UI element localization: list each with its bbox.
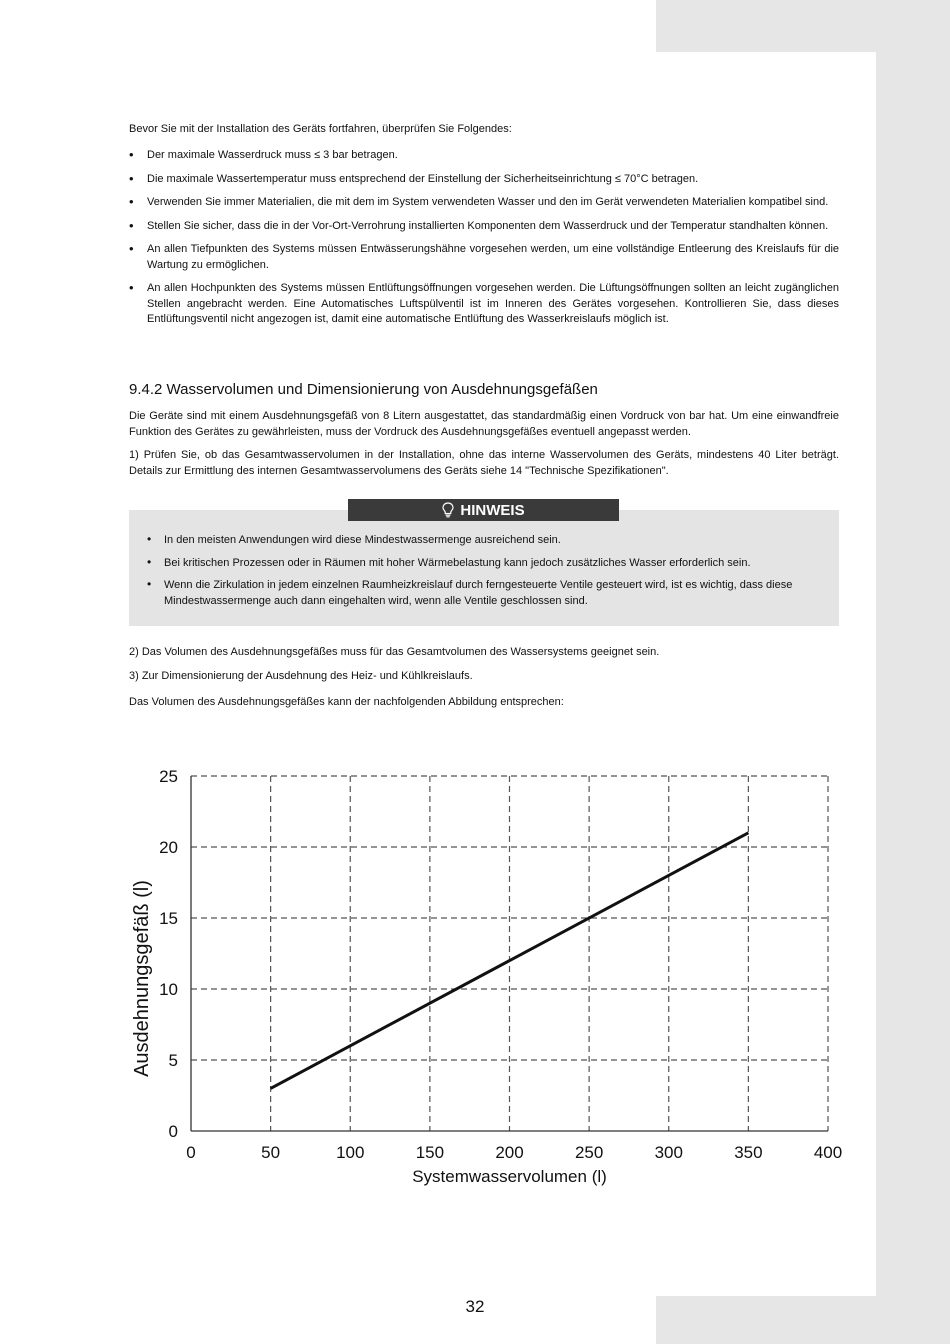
x-axis-label: Systemwasservolumen (l)	[412, 1167, 607, 1186]
note-title: HINWEIS	[460, 501, 525, 519]
list-item: • An allen Tiefpunkten des Systems müssen Entwässerungshähne vorgesehen werden, um eine vollständige Entleerung des Kreislaufs für die Wartung zu ermöglichen.	[129, 242, 839, 273]
section-heading: 9.4.2 Wasservolumen und Dimensionierung von Ausdehnungsgefäßen	[129, 381, 598, 398]
paragraph: 1) Prüfen Sie, ob das Gesamtwasservolumen in der Installation, ohne das interne Wasservolumen des Geräts, mindestens 40 Liter beträgt. Details zur Ermittlung des internen Gesamtwasservolumens des Geräts siehe 14 "Technische Spezifikationen".	[129, 449, 839, 477]
x-tick-label: 200	[495, 1143, 524, 1162]
y-axis-label: Ausdehnungsgefäß (l)	[131, 880, 153, 1077]
x-tick-label: 250	[574, 1143, 604, 1162]
page-number: 32	[465, 1297, 485, 1316]
y-tick-label: 5	[168, 1051, 178, 1070]
x-tick-label: 0	[186, 1143, 196, 1162]
list-item: • Verwenden Sie immer Materialien, die mit dem im System verwendeten Wasser und den im Gerät verwendeten Materialien kompatibel sind.	[129, 195, 839, 211]
paragraph: 3) Zur Dimensionierung der Ausdehnung des Heiz- und Kühlkreislaufs.	[129, 670, 473, 682]
list-item: • An allen Hochpunkten des Systems müssen Entlüftungsöffnungen vorgesehen werden. Die Lüftungsöffnungen sollten an leicht zugänglichen Stellen angebracht werden. Eine Automatisches Luftspülventil ist im Inneren des Gerätes vorgesehen. Kontrollieren Sie, dass dieses Entlüftungsventil nicht angezogen ist, damit eine automatische Entlüftung des Wasserkreislaufs möglich ist.	[129, 281, 839, 328]
note-item: • In den meisten Anwendungen wird diese Mindestwassermenge ausreichend sein.	[147, 533, 827, 549]
y-tick-label: 15	[159, 909, 178, 928]
x-tick-label: 150	[415, 1143, 445, 1162]
paragraph: Die Geräte sind mit einem Ausdehnungsgefäß von 8 Litern ausgestattet, das standardmäßig einen Vordruck von bar hat. Um eine einwandfreie Funktion des Gerätes zu gewährleisten, muss der Vordruck des Ausdehnungsgefäßes eventuell angepasst werden.	[129, 410, 839, 438]
note-item: • Wenn die Zirkulation in jedem einzelnen Raumheizkreislauf durch ferngesteuerte Ventile gesteuert wird, ist es wichtig, dass diese Mindestwassermenge auch dann eingehalten wird, wenn alle Ventile geschlossen sind.	[147, 578, 827, 609]
x-tick-label: 300	[654, 1143, 683, 1162]
note-item: • Bei kritischen Prozessen oder in Räumen mit hoher Wärmebelastung kann jedoch zusätzliches Wasser erforderlich sein.	[147, 556, 827, 572]
list-item: • Der maximale Wasserdruck muss ≤ 3 bar betragen.	[129, 148, 839, 164]
intro-text: Bevor Sie mit der Installation des Geräts fortfahren, überprüfen Sie Folgendes:	[129, 123, 512, 135]
y-tick-label: 10	[159, 980, 178, 999]
x-tick-label: 50	[261, 1143, 281, 1162]
x-tick-label: 100	[336, 1143, 365, 1162]
y-tick-label: 0	[168, 1122, 178, 1141]
list-item: • Die maximale Wassertemperatur muss entsprechend der Einstellung der Sicherheitseinrichtung ≤ 70°C betragen.	[129, 172, 839, 188]
list-item: • Stellen Sie sicher, dass die in der Vor-Ort-Verrohrung installierten Komponenten dem Wasserdruck und der Temperatur standhalten können.	[129, 219, 839, 235]
y-tick-label: 20	[159, 838, 178, 857]
x-tick-label: 350	[734, 1143, 763, 1162]
y-tick-label: 25	[159, 767, 178, 786]
paragraph: 2) Das Volumen des Ausdehnungsgefäßes muss für das Gesamtvolumen des Wassersystems geeignet sein.	[129, 646, 660, 658]
x-tick-label: 400	[813, 1143, 843, 1162]
paragraph: Das Volumen des Ausdehnungsgefäßes kann der nachfolgenden Abbildung entsprechen:	[129, 696, 564, 708]
